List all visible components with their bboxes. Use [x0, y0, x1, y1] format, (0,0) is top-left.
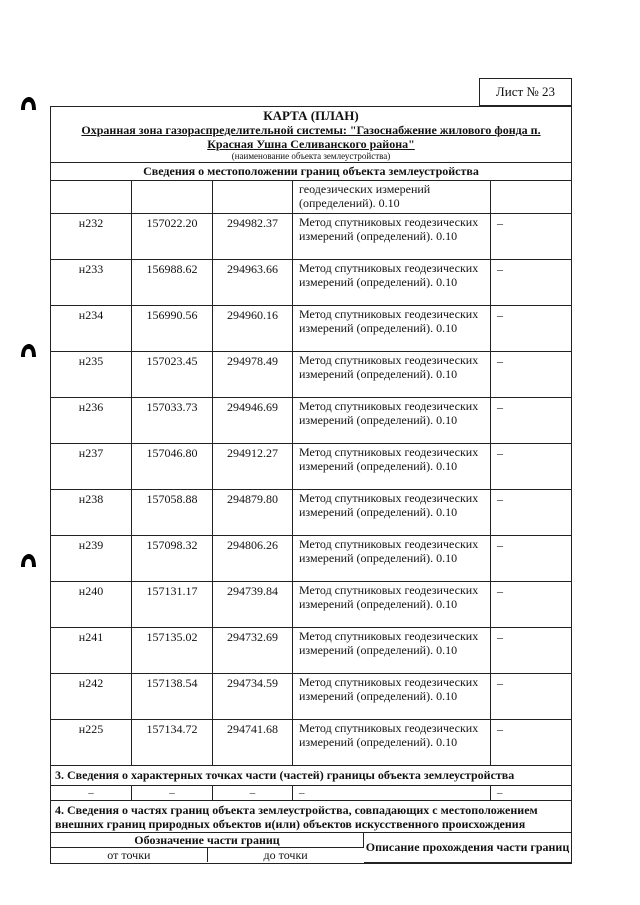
section-4-heading: 4. Сведения о частях границ объекта землеустройства, совпадающих с местоположением внешних границ природных объектов и(или) объектов искусственного происхождения	[51, 801, 571, 833]
point-id-cell: н234	[51, 306, 132, 352]
note-cell: –	[491, 720, 572, 766]
table-row	[51, 214, 571, 260]
x-coordinate-cell: 157134.72	[132, 720, 213, 766]
y-coordinate-cell: 294739.84	[213, 582, 293, 628]
y-coordinate-cell: 294912.27	[213, 444, 293, 490]
dash-cell: –	[491, 786, 572, 801]
point-id-cell: н240	[51, 582, 132, 628]
x-coordinate-cell: 157058.88	[132, 490, 213, 536]
x-coordinate-cell: 157046.80	[132, 444, 213, 490]
y-coordinate-cell: 294879.80	[213, 490, 293, 536]
col-to-header: до точки	[263, 848, 308, 862]
section-4-table	[51, 833, 571, 863]
method-cell: Метод спутниковых геодезических измерений (определений). 0.10	[293, 628, 491, 674]
dash-cell: –	[293, 786, 491, 801]
method-cell: Метод спутниковых геодезических измерений (определений). 0.10	[293, 260, 491, 306]
x-coordinate-cell: 157033.73	[132, 398, 213, 444]
table-row	[51, 536, 571, 582]
col-description-header: Описание прохождения части границ	[364, 833, 572, 862]
document-title: КАРТА (ПЛАН)	[263, 108, 359, 123]
x-coordinate-cell: 157023.45	[132, 352, 213, 398]
object-name: Охранная зона газораспределительной системы: "Газоснабжение жилового фонда п. Красная Ушна Селиванского района"	[81, 123, 541, 151]
y-coordinate-cell: 294982.37	[213, 214, 293, 260]
punch-hole-mark	[20, 343, 37, 358]
y-coordinate-cell: 294978.49	[213, 352, 293, 398]
dash-cell: –	[51, 786, 132, 801]
note-cell: –	[491, 260, 572, 306]
point-id-cell: н238	[51, 490, 132, 536]
object-name-caption: (наименование объекта землеустройства)	[231, 151, 391, 161]
boundary-points-table	[51, 181, 571, 766]
dash-cell: –	[213, 786, 293, 801]
note-cell: –	[491, 444, 572, 490]
punch-hole-mark	[20, 553, 37, 568]
note-cell: –	[491, 352, 572, 398]
point-id-cell: н241	[51, 628, 132, 674]
table-row	[51, 260, 571, 306]
table-row	[51, 444, 571, 490]
punch-hole-mark	[20, 96, 37, 111]
sheet-number: Лист № 23	[479, 78, 572, 106]
y-coordinate-cell: 294946.69	[213, 398, 293, 444]
x-coordinate-cell: 157138.54	[132, 674, 213, 720]
note-cell: –	[491, 214, 572, 260]
col-designation-header: Обозначение части границ	[51, 833, 364, 848]
note-cell: –	[491, 628, 572, 674]
method-cell: Метод спутниковых геодезических измерений (определений). 0.10	[293, 536, 491, 582]
title-block	[51, 107, 571, 163]
x-coordinate-cell: 157135.02	[132, 628, 213, 674]
section-3-heading: 3. Сведения о характерных точках части (частей) границы объекта землеустройства	[51, 766, 571, 786]
table-header-row	[51, 833, 571, 848]
table-row	[51, 582, 571, 628]
point-id-cell: н242	[51, 674, 132, 720]
note-cell: –	[491, 306, 572, 352]
point-id-cell: н236	[51, 398, 132, 444]
method-cell: Метод спутниковых геодезических измерений (определений). 0.10	[293, 720, 491, 766]
note-cell: –	[491, 490, 572, 536]
y-coordinate-cell: 294963.66	[213, 260, 293, 306]
y-coordinate-cell: 294741.68	[213, 720, 293, 766]
note-cell: –	[491, 674, 572, 720]
table-row-continuation	[51, 181, 571, 214]
method-cell: Метод спутниковых геодезических измерений (определений). 0.10	[293, 444, 491, 490]
table-row	[51, 398, 571, 444]
y-coordinate-cell: 294806.26	[213, 536, 293, 582]
table-row	[51, 674, 571, 720]
y-coordinate-cell: 294960.16	[213, 306, 293, 352]
section-3-table	[51, 786, 571, 801]
method-cell: Метод спутниковых геодезических измерений (определений). 0.10	[293, 674, 491, 720]
method-cell: Метод спутниковых геодезических измерений (определений). 0.10	[293, 352, 491, 398]
dash-cell: –	[132, 786, 213, 801]
method-cell: Метод спутниковых геодезических измерений (определений). 0.10	[293, 214, 491, 260]
method-cell: Метод спутниковых геодезических измерений (определений). 0.10	[293, 398, 491, 444]
point-id-cell: н237	[51, 444, 132, 490]
method-cell: Метод спутниковых геодезических измерений (определений). 0.10	[293, 490, 491, 536]
note-cell: –	[491, 582, 572, 628]
point-id-cell: н232	[51, 214, 132, 260]
method-cell: Метод спутниковых геодезических измерений (определений). 0.10	[293, 582, 491, 628]
x-coordinate-cell: 156990.56	[132, 306, 213, 352]
table-row	[51, 306, 571, 352]
point-id-cell: н225	[51, 720, 132, 766]
table-row	[51, 720, 571, 766]
y-coordinate-cell: 294734.59	[213, 674, 293, 720]
x-coordinate-cell: 157131.17	[132, 582, 213, 628]
table-row	[51, 786, 571, 801]
section-2-heading: Сведения о местоположении границ объекта землеустройства	[51, 163, 571, 181]
method-cell: геодезических измерений (определений). 0.10	[293, 181, 491, 214]
table-row	[51, 628, 571, 674]
method-cell: Метод спутниковых геодезических измерений (определений). 0.10	[293, 306, 491, 352]
note-cell: –	[491, 398, 572, 444]
x-coordinate-cell: 157022.20	[132, 214, 213, 260]
point-id-cell: н239	[51, 536, 132, 582]
x-coordinate-cell: 157098.32	[132, 536, 213, 582]
y-coordinate-cell: 294732.69	[213, 628, 293, 674]
note-cell: –	[491, 536, 572, 582]
document-frame	[50, 106, 572, 864]
point-id-cell: н233	[51, 260, 132, 306]
point-id-cell: н235	[51, 352, 132, 398]
x-coordinate-cell: 156988.62	[132, 260, 213, 306]
col-from-header: от точки	[51, 848, 207, 863]
table-row	[51, 352, 571, 398]
table-row	[51, 490, 571, 536]
